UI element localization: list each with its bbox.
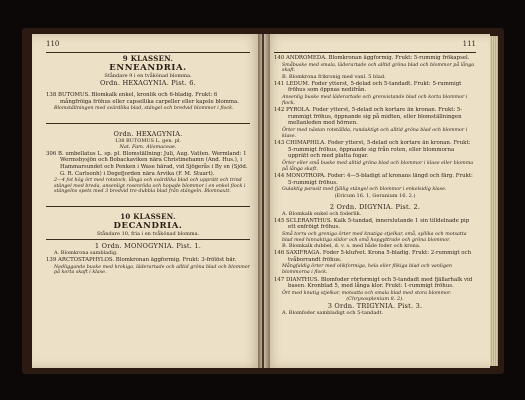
genus-entry: 141 LEDUM. Foder ytterst, 5-delad och 5-tandadt. Frukt: 5-rummigt fröhus som öppnas nedifrån. [274,80,462,94]
subsection-heading: A. Blomfoder sambladigt och 5-tandadt. [282,310,384,317]
entry-note: Örter med nästan rotställda, rundaktigt och alltid gröna blad och blommor i klase. [282,127,468,139]
genus-entry: 143 CHIMAPHILA. Foder ytterst, 5-delad och kortare än kronan. Frukt: 5-rummigt fröhus, öppnande sig från roten, eller blommorna upprätt och med platta fogar. [274,140,471,160]
subsection-heading: A. Blomkalk enkel och foderlik. [282,210,362,217]
species-entry: 306 B. umbellatus L. sp. pl. Blomställning: Juli, Aug. Vatten. Wermland: 1 Wermsbysjön och Bobackaviken nära Christinehamn (And. Hus.), i Hammarsundet och Penken i Wase härad, vid Sjögerås i By sn (Sjöd. G. R. Carlsonh) i Degefjorden nära Arvika (F. M. Stuart). [46,150,248,177]
entry-note: Gulaktig parasit med fjällig stängel och blommor i enkelsidig klase. [282,187,447,193]
divider [46,206,250,207]
class-title: 10 KLASSEN. [120,211,176,221]
page-edges [490,36,498,366]
order-heading: Ordn. HEXAGYNIA. [113,129,183,138]
class-name: DECANDRIA. [113,220,183,231]
divider [274,52,476,53]
genus-entry: 147 DIANTHUS. Blomfoder rörformigt och 5-tandadt med fjällarhalk vid basen. Kronblad 5, med långa klor. Frukt: 1-rummigt fröhus. [274,276,473,290]
divider [46,123,250,124]
class-name: ENNEANDRIA. [109,63,187,73]
entry-note: 2—4 fot hög ört med rotstock, långa och svärdlika blad och upprätt och trind stängel med breda, ansenligt rosenröda och hopade blommor i en enkel flock i stängelns spets med 3 bredvid tre-dubbla blad från stängeln. Blomnaxtt. [54,178,246,195]
divider [46,239,250,240]
entry-note: Mångfaldig örter med olikformiga, hela eller flikiga blad och vanligen blommorna i flock. [282,264,452,276]
genus-entry: 140 ANDROMEDA. Blomkronan äggformig. Frukt: 5-rummig frökapsel. [274,55,470,61]
entry-note: Örter eller små buske med alltid gröna blad och blommor i klase eller blomma på långa skaft. [282,160,474,172]
entry-note: Nedliggande buske med krokiga, läderartade och alltid gröna blad och blommor på korta skaft i klase. [54,264,250,276]
genus-entry: 138 BUTOMUS. Blomkalk enkel, kronlik och 6-bladig. Frukt: 6 mångfröiga fröhus eller capsellika carpeller eller kapsle blomma. [46,92,239,105]
page-number: 111 [462,40,476,48]
cross-reference: (Ericum 16. 1, Geranium 16. 2.) [334,192,416,199]
genus-line: 138 BUTOMUS L. gen. pl. [114,137,182,144]
family-line: Nat. Fam. Alismaceae. [119,143,177,150]
genus-entry: 139 ARCTOSTAPHYLOS. Blomkronan äggformig. Frukt: 3-frölöst bär. [46,256,237,263]
order-heading: 1 Ordn. MONOGYNIA. Pist. 1. [94,241,202,250]
book-gutter [258,34,270,368]
subsection-heading: B. Blomkrona frikronig med vanl. 5 blad. [282,73,386,80]
class-description: Ståndare 9 i en tvåkönad blomma. [104,73,192,79]
genus-entry: 146 SAXIFRAGA. Foder 5-klufvet. Krona 5-bladig. Frukt: 2-rummigt och tvåborrandt fröhus. [274,250,472,263]
page-number: 110 [46,40,60,48]
entry-note: Små torra och greniga örter med knutiga stjelkar, små, syllika och motsatta blad med hinnaktiga slidor och små hopgyttrade och gröna blommor. [282,232,467,243]
entry-note: Blomställningen med svärdlika blad, stängel och bredvid blommor i flock. [54,106,234,112]
right-page [264,34,490,368]
genus-entry: 142 PYROLA. Foder ytterst, 5-delad och kortare än kronan. Frukt: 5-rummigt fröhus, öppnande sig på midten, eller blomställningen mellanleden med hörnen. [274,107,463,127]
entry-note: Småbuske med smala, läderartade och alltid gröna blad och blommor på långa skaft. [282,62,475,74]
divider [46,52,250,53]
cross-reference: (Chrysosplenium 8. 2). [346,296,404,303]
class-description: Ståndare 10, fria i en tvåkönad blomma. [96,230,200,237]
order-heading: 2 Ordn. DIGYNIA. Pist. 2. [329,202,421,211]
class-title: 9 KLASSEN. [122,54,174,63]
subsection-heading: B. Blomkalk dubbel, d. v. s. med både foder och krona. [282,243,421,250]
genus-entry: 145 SCLERANTHUS. Kalk 5-tandad, innerslutande 1 sin tilldelnade pip ett enfröigt fröhus. [274,217,470,231]
subsection-heading: A. Blomkrona sambladig. [54,249,118,256]
order-heading: Ordn. HEXAGYNIA. Pist. 6. [100,79,196,87]
genus-entry: 144 MONOTROPA. Foder: 4—5-bladigt af kronans längd och färg. Frukt: 5-rummigt fröhus. [274,173,473,186]
entry-note: Ansenlig buske med läderartade och grenvistande blad och korta blommor i flock. [282,94,468,106]
entry-note: Ört med knutig stjelkar, motsatta och smala blad med stora blommor. [282,290,452,296]
left-page [32,34,262,368]
order-heading: 3 Ordn. TRIGYNIA. Pist. 3. [327,302,423,311]
